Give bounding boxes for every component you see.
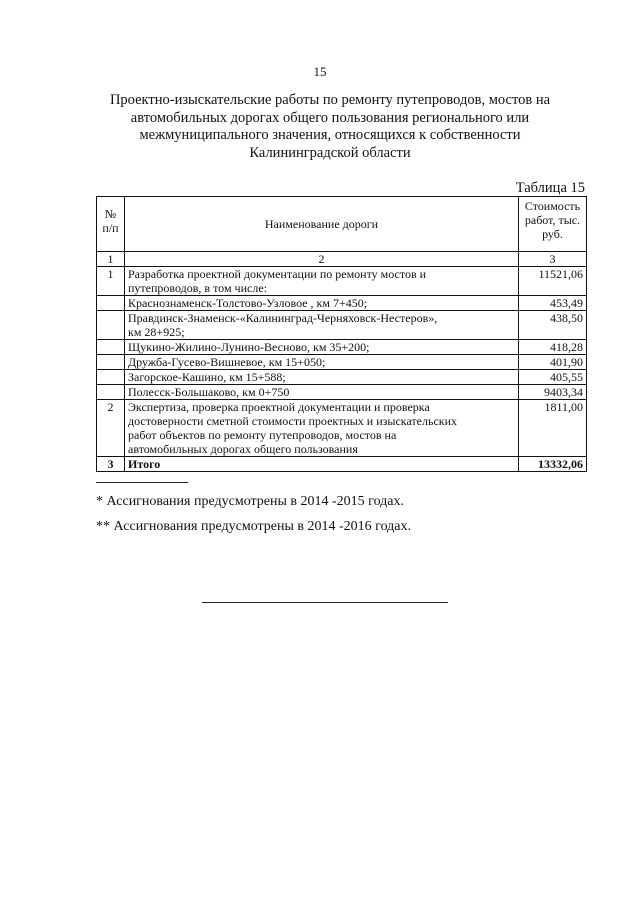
- row-name-line: Экспертиза, проверка проектной документации и проверка: [128, 400, 430, 414]
- row-cost: 1811,00: [519, 400, 587, 457]
- total-number: 3: [97, 457, 125, 472]
- row-road-name: [125, 385, 519, 400]
- header-road-name: Наименование дороги: [125, 197, 519, 252]
- index-cell: 2: [125, 252, 519, 267]
- row-road-name: [125, 370, 519, 385]
- title-line: автомобильных дорогах общего пользования регионального или: [130, 109, 530, 126]
- row-road-name: [125, 340, 519, 355]
- row-name-line: Полесск-Большаково, км 0+750: [128, 385, 290, 399]
- row-cost: 9403,34: [519, 385, 587, 400]
- table-row: [97, 267, 587, 296]
- row-cost: 11521,06: [519, 267, 587, 296]
- row-number: 2: [97, 400, 125, 457]
- title-line: межмуниципального значения, относящихся к собственности: [139, 127, 521, 143]
- table-row: [97, 370, 587, 385]
- header-number: № п/п: [97, 197, 125, 252]
- total-cost: 13332,06: [519, 457, 587, 472]
- row-number: [97, 311, 125, 340]
- row-cost: 418,28: [519, 340, 587, 355]
- row-name-line: Правдинск-Знаменск-«Калининград-Черняховск-Нестеров»,: [128, 311, 438, 325]
- row-name-line: Загорское-Кашино, км 15+588;: [128, 370, 286, 384]
- table-body: [97, 267, 587, 457]
- row-road-name: [125, 296, 519, 311]
- table-index-row: [97, 252, 587, 267]
- row-name-line: Щукино-Жилино-Лунино-Весново, км 35+200;: [128, 340, 370, 354]
- row-name-line: автомобильных дорогах общего пользования: [128, 442, 358, 456]
- footnote: * Ассигнования предусмотрены в 2014 -2015 годах.: [96, 494, 405, 509]
- row-number: [97, 355, 125, 370]
- table-total-row: [97, 457, 587, 472]
- row-cost: 453,49: [519, 296, 587, 311]
- row-cost: 405,55: [519, 370, 587, 385]
- table-row: [97, 385, 587, 400]
- row-road-name: [125, 267, 519, 296]
- table-row: [97, 355, 587, 370]
- row-name-line: км 28+925;: [128, 325, 185, 339]
- page-number: 15: [313, 64, 327, 79]
- end-rule: [202, 602, 448, 603]
- total-label: Итого: [125, 457, 519, 472]
- row-cost: 401,90: [519, 355, 587, 370]
- table-row: [97, 296, 587, 311]
- row-cost: 438,50: [519, 311, 587, 340]
- index-cell: 1: [97, 252, 125, 267]
- row-number: [97, 385, 125, 400]
- title-line: Проектно-изыскательские работы по ремонту путепроводов, мостов на: [109, 92, 551, 108]
- row-name-line: Дружба-Гусево-Вишневое, км 15+050;: [128, 355, 326, 369]
- document-title: [90, 92, 570, 162]
- row-number: 1: [97, 267, 125, 296]
- row-road-name: [125, 355, 519, 370]
- row-road-name: [125, 311, 519, 340]
- row-name-line: достоверности сметной стоимости проектных и изыскательских: [128, 414, 458, 428]
- header-cost: Стоимость работ, тыс. руб.: [519, 197, 587, 252]
- footnote-separator: [96, 482, 188, 483]
- index-cell: 3: [519, 252, 587, 267]
- footnote: ** Ассигнования предусмотрены в 2014 -2016 годах.: [96, 519, 412, 534]
- row-name-line: путепроводов, в том числе:: [128, 281, 267, 295]
- row-road-name: [125, 400, 519, 457]
- table-row: [97, 311, 587, 340]
- table-caption: Таблица 15: [515, 180, 585, 196]
- table-header-row: [97, 197, 587, 252]
- cost-table: [96, 196, 587, 472]
- table-row: [97, 400, 587, 457]
- row-number: [97, 370, 125, 385]
- row-number: [97, 296, 125, 311]
- title-line: Калининградской области: [249, 144, 411, 161]
- row-name-line: Разработка проектной документации по ремонту мостов и: [128, 267, 427, 281]
- table-row: [97, 340, 587, 355]
- row-number: [97, 340, 125, 355]
- row-name-line: Краснознаменск-Толстово-Узловое , км 7+450;: [128, 296, 368, 310]
- row-name-line: работ объектов по ремонту путепроводов, мостов на: [128, 428, 397, 442]
